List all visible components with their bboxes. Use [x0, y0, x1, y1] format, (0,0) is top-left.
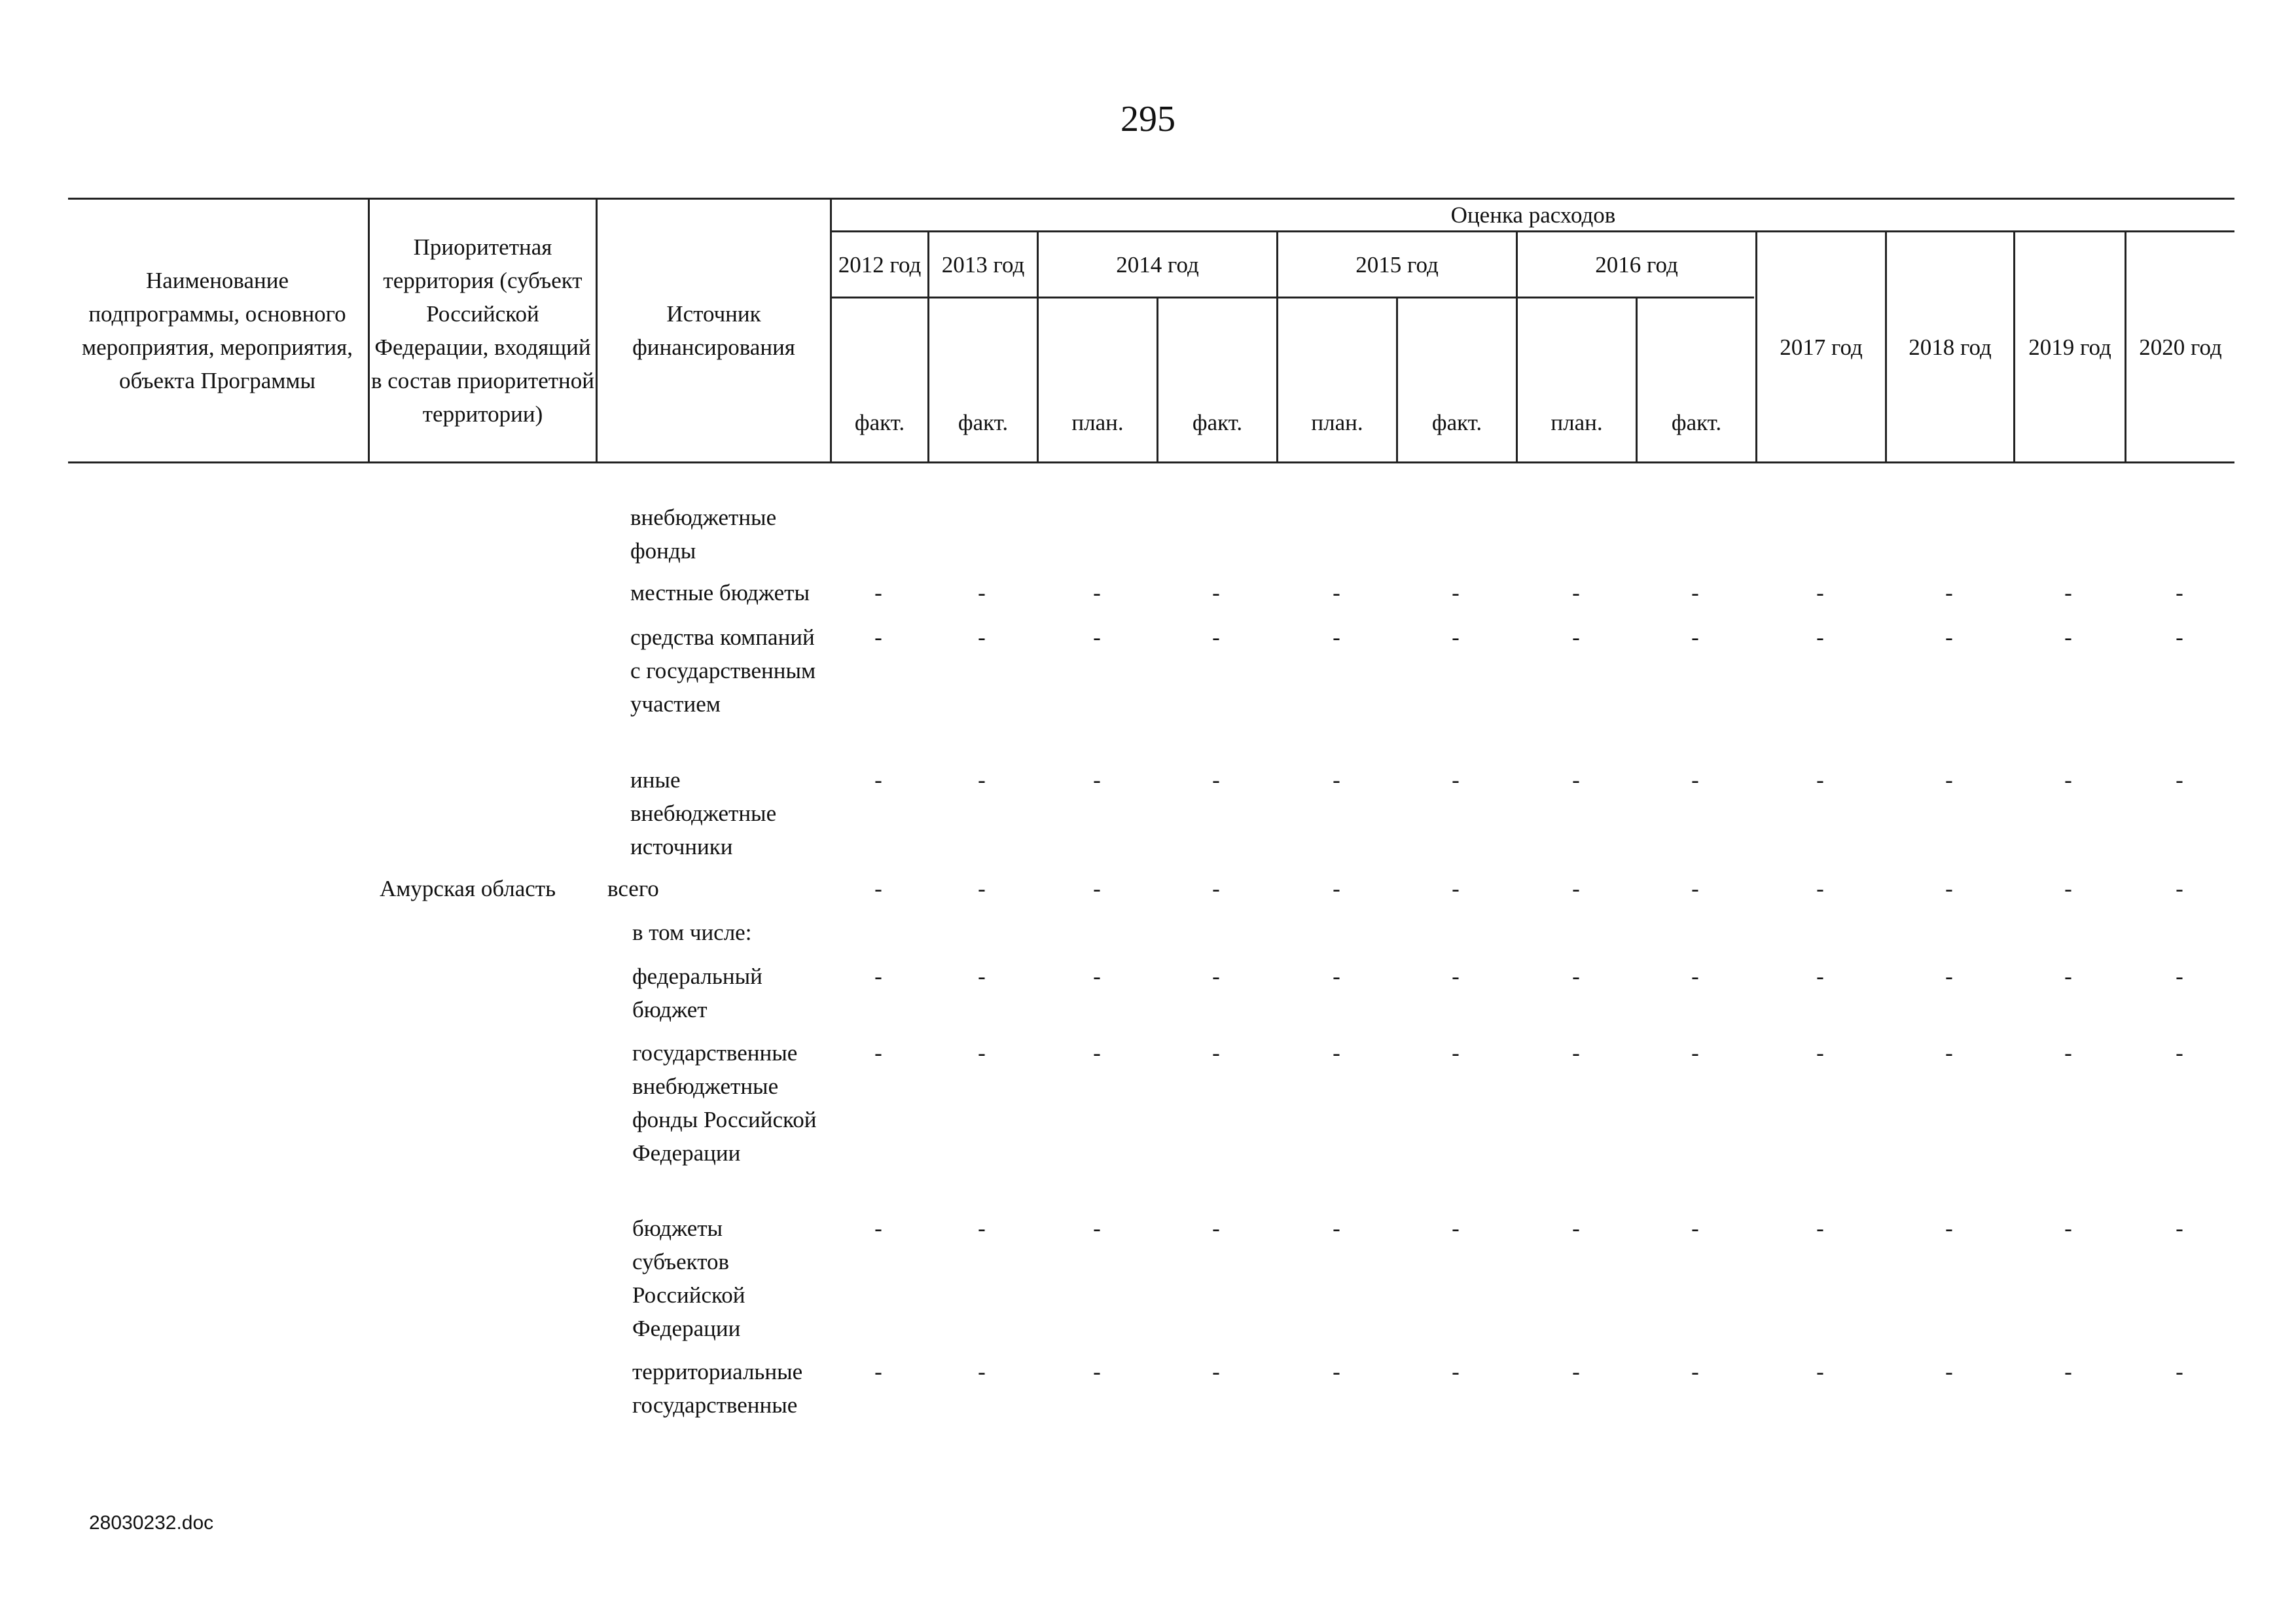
header-year-2016: 2016 год — [1595, 251, 1678, 278]
value-cell: - — [1212, 1040, 1220, 1066]
source-cell: местные бюджеты — [630, 580, 810, 605]
value-cell: - — [2064, 624, 2072, 650]
value-cell: - — [1333, 580, 1340, 605]
value-cell: - — [1816, 1040, 1824, 1066]
value-cell: - — [1212, 876, 1220, 901]
footer-filename: 28030232.doc — [89, 1512, 214, 1534]
value-cell: - — [1212, 624, 1220, 650]
value-cell: - — [1452, 624, 1460, 650]
value-cell: - — [1333, 1216, 1340, 1241]
value-cell: - — [2176, 580, 2183, 605]
value-cell: - — [1212, 1216, 1220, 1241]
source-cell: внебюджетные фонды — [630, 505, 777, 564]
source-cell: в том числе: — [632, 920, 752, 945]
value-cell: - — [1212, 580, 1220, 605]
value-cell: - — [874, 580, 882, 605]
source-cell: средства компаний с государственным участием — [630, 624, 816, 717]
value-cell: - — [1452, 1359, 1460, 1384]
header-2012-fact: факт. — [854, 410, 905, 435]
value-cell: - — [1572, 876, 1580, 901]
value-cell: - — [2176, 767, 2183, 793]
source-cell: государственные внебюджетные фонды Российской Федерации — [632, 1040, 817, 1166]
value-cell: - — [2176, 624, 2183, 650]
header-year-2014: 2014 год — [1116, 251, 1199, 278]
value-cell: - — [1452, 1216, 1460, 1241]
source-cell: бюджеты субъектов Российской Федерации — [632, 1216, 745, 1341]
value-cell: - — [874, 876, 882, 901]
value-cell: - — [1945, 964, 1953, 989]
value-cell: - — [2176, 1040, 2183, 1066]
value-cell: - — [978, 767, 986, 793]
value-cell: - — [1691, 1040, 1699, 1066]
value-cell: - — [1945, 876, 1953, 901]
value-cell: - — [1816, 876, 1824, 901]
value-cell: - — [978, 964, 986, 989]
value-cell: - — [1093, 1359, 1101, 1384]
value-cell: - — [2176, 876, 2183, 901]
value-cell: - — [978, 580, 986, 605]
header-2014-fact: факт. — [1192, 410, 1243, 435]
value-cell: - — [1093, 580, 1101, 605]
value-cell: - — [1093, 1216, 1101, 1241]
value-cell: - — [1816, 964, 1824, 989]
value-cell: - — [1212, 1359, 1220, 1384]
value-cell: - — [1816, 580, 1824, 605]
value-cell: - — [1093, 964, 1101, 989]
value-cell: - — [2064, 964, 2072, 989]
source-cell: всего — [607, 876, 659, 901]
value-cell: - — [1691, 767, 1699, 793]
value-cell: - — [2064, 580, 2072, 605]
source-cell: федеральный бюджет — [632, 964, 762, 1022]
value-cell: - — [1212, 964, 1220, 989]
value-cell: - — [978, 1359, 986, 1384]
value-cell: - — [1572, 767, 1580, 793]
header-2016-plan: план. — [1551, 410, 1603, 435]
value-cell: - — [978, 1040, 986, 1066]
header-territory: Приоритетная территория (субъект Российской Федерации, входящий в состав приоритетной территории) — [370, 234, 595, 427]
value-cell: - — [1691, 624, 1699, 650]
value-cell: - — [874, 1216, 882, 1241]
value-cell: - — [1945, 767, 1953, 793]
value-cell: - — [2064, 1040, 2072, 1066]
value-cell: - — [1452, 876, 1460, 901]
value-cell: - — [1691, 1216, 1699, 1241]
value-cell: - — [1816, 1216, 1824, 1241]
value-cell: - — [1816, 767, 1824, 793]
value-cell: - — [1333, 624, 1340, 650]
header-2014-plan: план. — [1071, 410, 1124, 435]
value-cell: - — [874, 767, 882, 793]
value-cell: - — [978, 1216, 986, 1241]
source-cell: территориальные государственные — [632, 1359, 803, 1418]
value-cell: - — [1945, 624, 1953, 650]
value-cell: - — [1816, 1359, 1824, 1384]
header-year-2020: 2020 год — [2139, 334, 2222, 360]
value-cell: - — [2064, 876, 2072, 901]
value-cell: - — [978, 876, 986, 901]
value-cell: - — [1452, 964, 1460, 989]
value-cell: - — [1333, 1040, 1340, 1066]
value-cell: - — [874, 964, 882, 989]
value-cell: - — [1945, 1040, 1953, 1066]
value-cell: - — [978, 624, 986, 650]
value-cell: - — [1452, 1040, 1460, 1066]
value-cell: - — [1212, 767, 1220, 793]
value-cell: - — [1945, 580, 1953, 605]
value-cell: - — [1691, 1359, 1699, 1384]
value-cell: - — [874, 624, 882, 650]
value-cell: - — [2176, 1216, 2183, 1241]
value-cell: - — [1333, 1359, 1340, 1384]
value-cell: - — [1093, 767, 1101, 793]
value-cell: - — [1816, 624, 1824, 650]
value-cell: - — [1093, 876, 1101, 901]
page-number: 295 — [1121, 99, 1175, 139]
value-cell: - — [1333, 876, 1340, 901]
header-group-title: Оценка расходов — [1450, 202, 1616, 228]
header-year-2013: 2013 год — [941, 251, 1025, 278]
header-bottom-border — [68, 461, 2234, 463]
value-cell: - — [1945, 1359, 1953, 1384]
value-cell: - — [1572, 1359, 1580, 1384]
header-year-2018: 2018 год — [1909, 334, 1992, 360]
header-2015-fact: факт. — [1431, 410, 1482, 435]
value-cell: - — [2176, 964, 2183, 989]
value-cell: - — [1333, 767, 1340, 793]
value-cell: - — [2064, 767, 2072, 793]
value-cell: - — [1572, 1040, 1580, 1066]
value-cell: - — [874, 1359, 882, 1384]
header-source: Источник финансирования — [632, 301, 795, 360]
value-cell: - — [2064, 1216, 2072, 1241]
header-year-2015: 2015 год — [1355, 251, 1439, 278]
header-2013-fact: факт. — [958, 410, 1009, 435]
value-cell: - — [1452, 767, 1460, 793]
value-cell: - — [1452, 580, 1460, 605]
value-cell: - — [1572, 580, 1580, 605]
value-cell: - — [1572, 1216, 1580, 1241]
header-2016-fact: факт. — [1671, 410, 1722, 435]
header-name: Наименование подпрограммы, основного мероприятия, мероприятия, объекта Программы — [82, 268, 353, 393]
value-cell: - — [1691, 876, 1699, 901]
source-cell: иные внебюджетные источники — [630, 767, 777, 859]
value-cell: - — [2064, 1359, 2072, 1384]
value-cell: - — [1691, 964, 1699, 989]
value-cell: - — [1093, 624, 1101, 650]
value-cell: - — [1691, 580, 1699, 605]
value-cell: - — [874, 1040, 882, 1066]
value-cell: - — [1333, 964, 1340, 989]
header-2015-plan: план. — [1311, 410, 1363, 435]
value-cell: - — [1572, 624, 1580, 650]
value-cell: - — [1572, 964, 1580, 989]
value-cell: - — [1093, 1040, 1101, 1066]
territory-cell: Амурская область — [380, 876, 556, 901]
header-year-2019: 2019 год — [2028, 334, 2111, 360]
header-year-2017: 2017 год — [1780, 334, 1863, 360]
value-cell: - — [1945, 1216, 1953, 1241]
header-year-2012: 2012 год — [838, 251, 922, 278]
value-cell: - — [2176, 1359, 2183, 1384]
